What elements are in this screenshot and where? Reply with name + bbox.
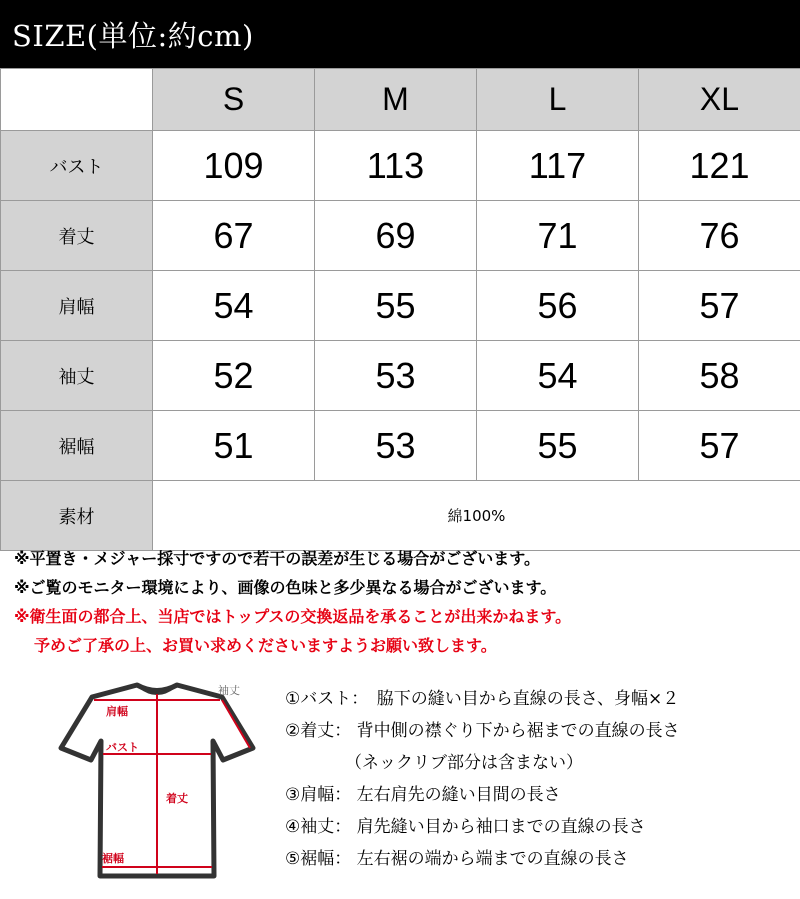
diagram-label-bust: バスト <box>106 741 139 754</box>
diagram-label-sleeve: 袖丈 <box>218 684 240 697</box>
note-measurement: ※平置き・メジャー採寸ですので若干の誤差が生じる場合がございます。 <box>14 549 540 568</box>
material-label: 素材 <box>1 481 153 551</box>
table-cell: 69 <box>315 201 477 271</box>
diagram-label-hem: 裾幅 <box>102 852 124 865</box>
table-cell: 117 <box>477 131 639 201</box>
size-header-xl: XL <box>639 69 800 131</box>
corner-cell <box>1 69 153 131</box>
row-label: 着丈 <box>1 201 153 271</box>
table-cell: 54 <box>153 271 315 341</box>
table-cell: 109 <box>153 131 315 201</box>
table-cell: 121 <box>639 131 800 201</box>
table-cell: 57 <box>639 271 800 341</box>
table-cell: 51 <box>153 411 315 481</box>
size-header-row <box>1 69 800 131</box>
table-cell: 53 <box>315 341 477 411</box>
table-cell: 58 <box>639 341 800 411</box>
table-cell: 52 <box>153 341 315 411</box>
definition-length-note: （ネックリブ部分は含まない） <box>345 753 583 773</box>
table-cell: 57 <box>639 411 800 481</box>
row-label: 肩幅 <box>1 271 153 341</box>
notes <box>14 544 800 660</box>
table-cell: 53 <box>315 411 477 481</box>
definition-bust: ①バスト： 脇下の縫い目から直線の長さ、身幅×２ <box>285 689 680 709</box>
tshirt-outline-icon <box>40 670 275 885</box>
table-row <box>1 411 800 481</box>
definition-sleeve: ④袖丈： 肩先縫い目から袖口までの直線の長さ <box>285 817 646 837</box>
table-cell: 67 <box>153 201 315 271</box>
tshirt-diagram <box>40 670 275 885</box>
measurement-definitions <box>285 683 800 875</box>
row-label: 袖丈 <box>1 341 153 411</box>
table-cell: 56 <box>477 271 639 341</box>
header-bar <box>0 0 800 68</box>
row-label: バスト <box>1 131 153 201</box>
size-header-m: M <box>315 69 477 131</box>
table-row <box>1 131 800 201</box>
material-row <box>1 481 800 551</box>
note-apology: 予めご了承の上、お買い求めくださいますようお願い致します。 <box>34 636 497 655</box>
table-cell: 113 <box>315 131 477 201</box>
table-cell: 76 <box>639 201 800 271</box>
note-monitor: ※ご覧のモニター環境により、画像の色味と多少異なる場合がございます。 <box>14 578 557 597</box>
table-row <box>1 271 800 341</box>
row-label: 裾幅 <box>1 411 153 481</box>
size-table <box>0 68 800 551</box>
definition-hem: ⑤裾幅： 左右裾の端から端までの直線の長さ <box>285 849 629 869</box>
size-header-l: L <box>477 69 639 131</box>
table-cell: 54 <box>477 341 639 411</box>
table-cell: 71 <box>477 201 639 271</box>
size-header-s: S <box>153 69 315 131</box>
page-title: SIZE(単位:約cm) <box>12 19 254 53</box>
diagram-label-shoulder: 肩幅 <box>106 705 128 718</box>
diagram-label-length: 着丈 <box>166 792 188 805</box>
table-cell: 55 <box>315 271 477 341</box>
definition-shoulder: ③肩幅： 左右肩先の縫い目間の長さ <box>285 785 561 805</box>
definition-length: ②着丈： 背中側の襟ぐり下から裾までの直線の長さ <box>285 721 680 741</box>
material-value: 綿100% <box>153 481 800 551</box>
note-no-return: ※衛生面の都合上、当店ではトップスの交換返品を承ることが出来かねます。 <box>14 607 572 626</box>
table-cell: 55 <box>477 411 639 481</box>
table-row <box>1 201 800 271</box>
table-row <box>1 341 800 411</box>
